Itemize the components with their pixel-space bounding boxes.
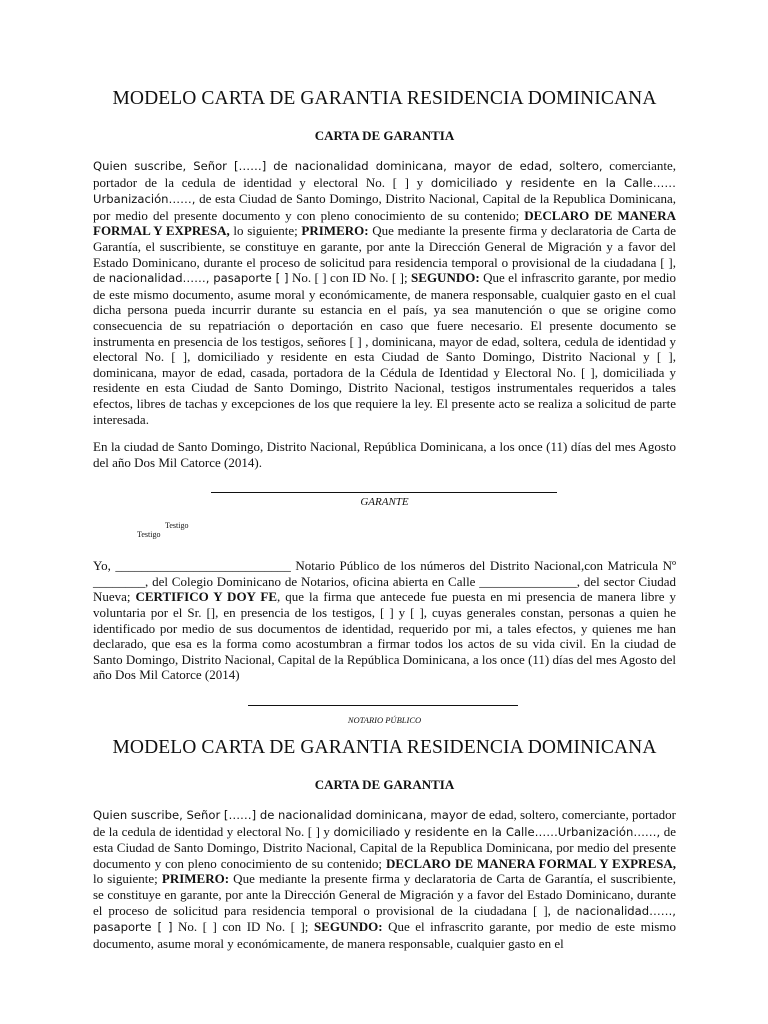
letter-subtitle: CARTA DE GARANTIA <box>314 777 455 793</box>
document-title: MODELO CARTA DE GARANTIA RESIDENCIA DOMINICANA <box>112 88 657 109</box>
guarantor-signature-block <box>93 486 676 516</box>
guarantor-label: GARANTE <box>360 496 409 509</box>
guarantee-body-paragraph: Quien suscribe, Señor [……] de nacionalidad dominicana, mayor de edad, soltero, comerciante, portador de la cedula de identidad y electoral No. [ ] y domiciliado y residente en la Calle……Urbanización……, de esta Ciudad de Santo Domingo, Distrito Nacional, Capital de la Republica Dominicana, por medio del presente documento y con pleno conocimiento de su contenido; DECLARO DE MANERA FORMAL Y EXPRESA, lo siguiente; PRIMERO: Que mediante la presente firma y declaratoria de Carta de Garantía, el suscribiente, se constituye en garante, por ante la Dirección General de Migración y a favor del Estado Dominicano, durante el proceso de solicitud para residencia temporal o provisional de la ciudadana [ ], de nacionalidad……, pasaporte [ ] No. [ ] con ID No. [ ]; SEGUNDO: Que el infrascrito garante, por medio de este mismo documento, asume moral y económicamente, de manera responsable, cualquier gasto en el <box>93 807 676 951</box>
signature-line <box>248 705 518 706</box>
witness-label: Testigo <box>137 530 161 540</box>
letter-subtitle: CARTA DE GARANTIA <box>314 128 455 143</box>
witness-block <box>93 516 676 558</box>
notary-certification-paragraph: Yo, ___________________________ Notario Público de los números del Distrito Nacional,con Matricula Nº ________, del Colegio Dominicano de Notarios, oficina abierta en Calle _______________, del sector Ciudad Nueva; CERTIFICO Y DOY FE, que la firma que antecede fue puesta en mi presencia de manera libre y voluntaria por el Sr. [], en presencia de los testigos, [ ] y [ ], cuyas generales constan, personas a quien he identificado por medio de sus documentos de identidad, requerido por mi, a tales efectos, y quienes me han declarado, que esa es la forma como acostumbran a firmar todos los actos de su vida civil. En la ciudad de Santo Domingo, Distrito Nacional, Capital de la República Dominicana, a los once (11) días del mes Agosto del año Dos Mil Catorce (2014) <box>93 558 676 683</box>
signature-line <box>211 492 557 493</box>
document-title: MODELO CARTA DE GARANTIA RESIDENCIA DOMINICANA <box>112 737 657 759</box>
date-paragraph: En la ciudad de Santo Domingo, Distrito Nacional, República Dominicana, a los once (11) días del mes Agosto del año Dos Mil Catorce (2014). <box>93 439 676 470</box>
notary-signature-block <box>93 683 676 731</box>
witness-label: Testigo <box>165 521 189 531</box>
guarantee-body-paragraph: Quien suscribe, Señor [……] de nacionalidad dominicana, mayor de edad, soltero, comerciante, portador de la cedula de identidad y electoral No. [ ] y domiciliado y residente en la Calle……Urbanización……, de esta Ciudad de Santo Domingo, Distrito Nacional, Capital de la Republica Dominicana, por medio del presente documento y con pleno conocimiento de su contenido; DECLARO DE MANERA FORMAL Y EXPRESA, lo siguiente; PRIMERO: Que mediante la presente firma y declaratoria de Carta de Garantía, el suscribiente, se constituye en garante, por ante la Dirección General de Migración y a favor del Estado Dominicano, durante el proceso de solicitud para residencia temporal o provisional de la ciudadana [ ], de nacionalidad……, pasaporte [ ] No. [ ] con ID No. [ ]; SEGUNDO: Que el infrascrito garante, por medio de este mismo documento, asume moral y económicamente, de manera responsable, cualquier gasto en el cual dicha persona pueda incurrir durante su estancia en el país, ya sea manutención o que se origine como consecuencia de su repatriación o deportación en caso que fuere necesario. El presente documento se instrumenta en presencia de los testigos, señores [ ] , dominicana, mayor de edad, soltera, cedula de identidad y electoral No. [ ], domiciliado y residente en esta Ciudad de Santo Domingo, Distrito Nacional y [ ], dominicana, mayor de edad, casada, portadora de la Cédula de Identidad y Electoral No. [ ], domiciliada y residente en esta Ciudad de Santo Domingo, Distrito Nacional, testigos instrumentales requeridos a tales efectos, libres de tachas y excepciones de los que requiere la ley. El presente acto se realiza a solicitud de parte interesada. <box>93 158 677 427</box>
notary-label: NOTARIO PÚBLICO <box>347 715 422 726</box>
